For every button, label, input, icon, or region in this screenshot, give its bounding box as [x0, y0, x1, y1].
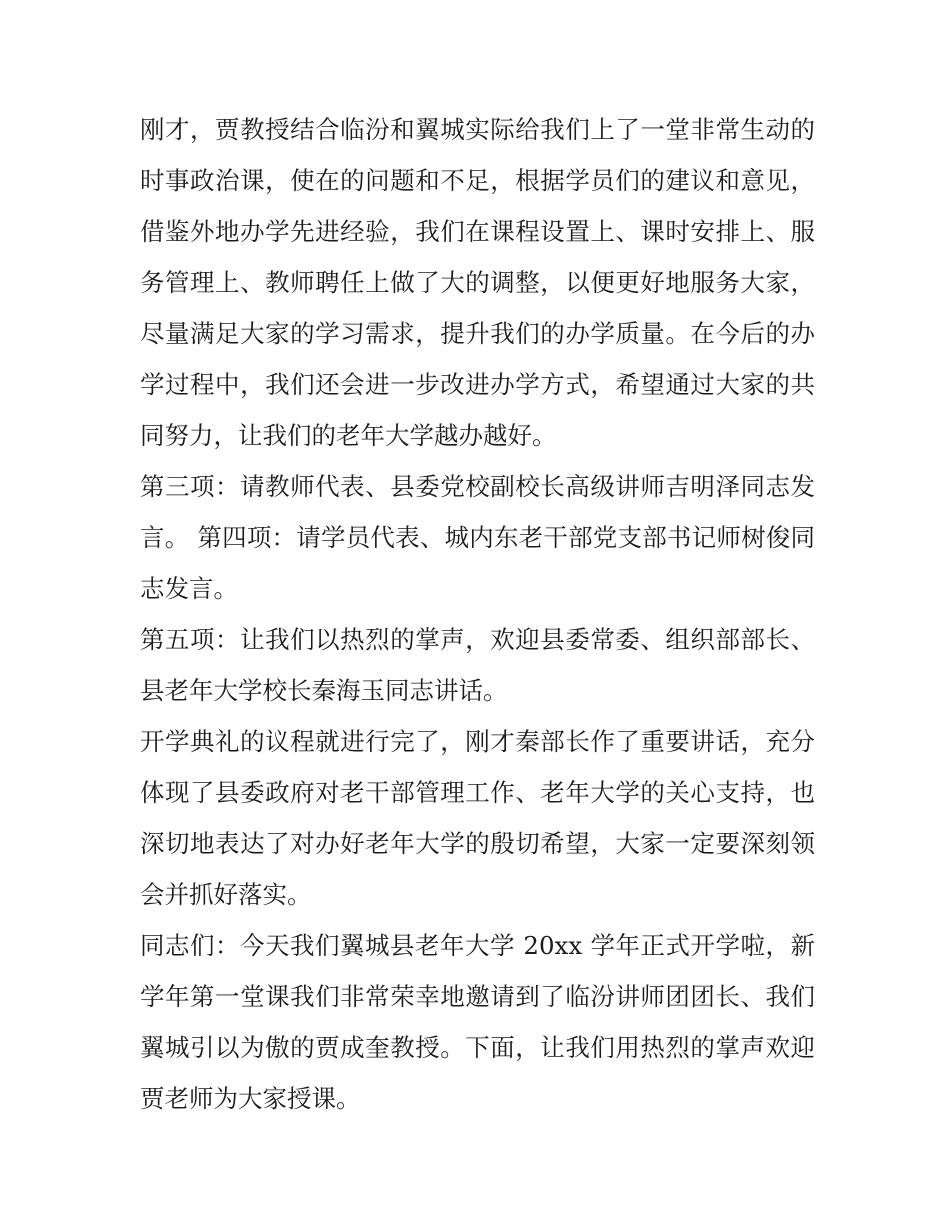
- paragraph-professor-lecture-summary: 刚才，贾教授结合临汾和翼城实际给我们上了一堂非常生动的时事政治课，使在的问题和不足，根据学员们的建议和意见，借鉴外地办学先进经验，我们在课程设置上、课时安排上、服务管理上、教师聘任上做了大的调整，以便更好地服务大家，尽量满足大家的学习需求，提升我们的办学质量。在今后的办学过程中，我们还会进一步改进办学方式，希望通过大家的共同努力，让我们的老年大学越办越好。: [140, 115, 815, 450]
- paragraph-agenda-items-3-4: 第三项：请教师代表、县委党校副校长高级讲师吉明泽同志发言。 第四项：请学员代表、城内东老干部党支部书记师树俊同志发言。: [140, 472, 815, 603]
- document-body: [140, 104, 815, 1124]
- paragraph-opening-remarks: 同志们：今天我们翼城县老年大学 20xx 学年正式开学啦，新学年第一堂课我们非常荣幸地邀请到了临汾讲师团团长、我们翼城引以为傲的贾成奎教授。下面，让我们用热烈的掌声欢迎贾老师为大家授课。: [140, 931, 815, 1113]
- paragraph-agenda-item-5: 第五项：让我们以热烈的掌声，欢迎县委常委、组织部部长、县老年大学校长秦海玉同志讲话。: [140, 625, 815, 705]
- paragraph-ceremony-conclusion: 开学典礼的议程就进行完了，刚才秦部长作了重要讲话，充分体现了县委政府对老干部管理工作、老年大学的关心支持，也深切地表达了对办好老年大学的殷切希望，大家一定要深刻领会并抓好落实。: [140, 727, 815, 909]
